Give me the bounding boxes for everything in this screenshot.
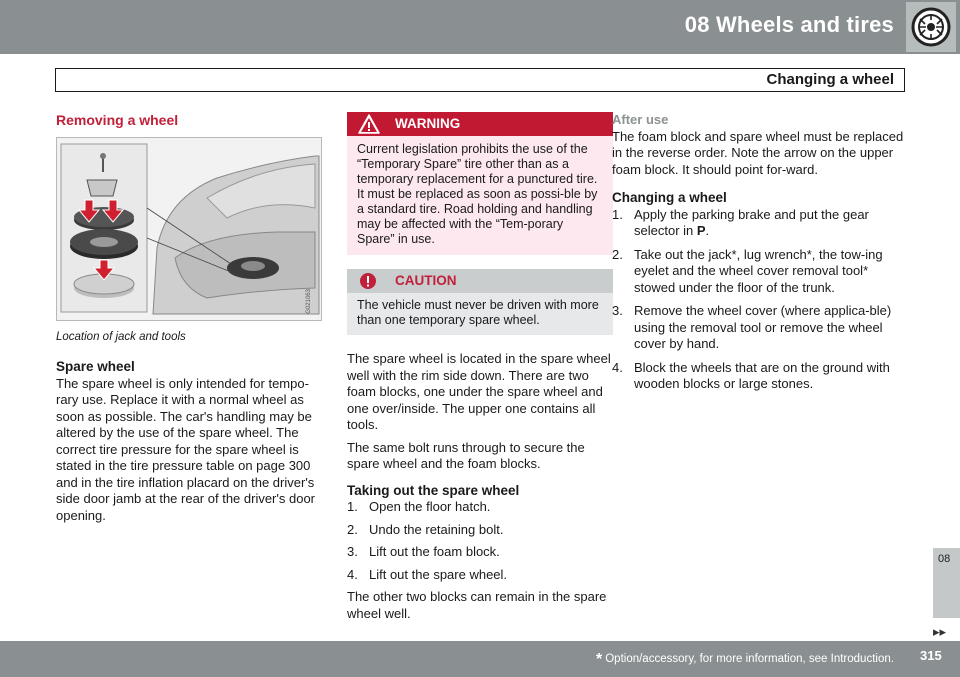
list-item: 4. Block the wheels that are on the ground with wooden blocks or large stones.: [612, 359, 890, 391]
warning-triangle-icon: [357, 113, 381, 135]
section-title: Changing a wheel: [766, 71, 894, 88]
list-item: 1. Apply the parking brake and put the gear selector in P.: [612, 206, 869, 238]
changing-wheel-steps: [612, 207, 904, 393]
page-number: 315: [920, 648, 942, 663]
changing-wheel-heading: Changing a wheel: [612, 190, 727, 205]
caution-text: The vehicle must never be driven with more than one temporary spare wheel.: [357, 298, 599, 327]
list-item: 1. Open the floor hatch.: [347, 499, 491, 514]
warning-box: [347, 112, 613, 255]
list-item: 2. Undo the retaining bolt.: [347, 521, 504, 537]
taking-out-heading: Taking out the spare wheel: [347, 482, 520, 498]
tire-icon: [906, 2, 956, 52]
footnote-text: Option/accessory, for more information, see Introduction.: [605, 653, 894, 665]
side-tab-label: 08: [938, 553, 951, 565]
section-bar: [55, 68, 905, 92]
figure-code: G021063: [305, 288, 312, 314]
header-band: [0, 0, 960, 54]
warning-label: WARNING: [395, 116, 461, 131]
column-middle: [347, 112, 613, 628]
caution-header: [347, 269, 613, 293]
list-item: 2. Take out the jack*, lug wrench*, the tow-ing eyelet and the wheel cover removal tool* stowed under the floor of the trunk.: [612, 246, 883, 295]
spare-location-text: The spare wheel is located in the spare wheel well with the rim side down. There are two foam blocks, one under the spare wheel and one over/inside. The upper one contains all tools.: [347, 351, 611, 432]
spare-wheel-text: The spare wheel is only intended for tempo-rary use. Replace it with a normal wheel as soon as possible. The car's handling may be altered by the use of the spare wheel. The correct tire pressure for the spare wheel is stated in the tire pressure table on page 300 and in the tire inflation placard on the driver's side door jamb at the rear of the driver's door opening.: [56, 375, 316, 523]
list-item: 3. Remove the wheel cover (where applica-ble) using the removal tool or remove the wheel cover by hand.: [612, 303, 892, 351]
list-item: 3. Lift out the foam block.: [347, 544, 500, 559]
column-left: [56, 112, 322, 530]
chapter-title: 08 Wheels and tires: [684, 12, 894, 37]
remaining-blocks-text: The other two blocks can remain in the spare wheel well.: [347, 589, 607, 621]
jack-tools-illustration: [56, 137, 322, 321]
figure-caption: Location of jack and tools: [56, 330, 186, 343]
spare-wheel-heading: Spare wheel: [56, 359, 135, 374]
next-page-arrows-icon: ▸▸: [933, 624, 947, 639]
trunk-spare-wheel-drawing: [57, 138, 321, 320]
caution-label: CAUTION: [395, 273, 457, 288]
footnote-star: *: [596, 651, 603, 668]
caution-box: [347, 269, 613, 335]
warning-text: Current legislation prohibits the use of the “Temporary Spare” tire other than as a temporary replacement for a punctured tire. It must be replaced as soon as possi-ble by a standard tire. Road holding and handling may be affected with the “Tem-porary Spare” in use.: [357, 142, 598, 246]
after-use-heading: After use: [612, 112, 669, 127]
chapter-side-tab: [933, 548, 960, 618]
taking-out-steps: [347, 499, 613, 583]
removing-wheel-heading: Removing a wheel: [56, 112, 179, 128]
list-item: 4. Lift out the spare wheel.: [347, 566, 508, 582]
warning-header: [347, 112, 613, 136]
bolt-text: The same bolt runs through to secure the spare wheel and the foam blocks.: [347, 439, 585, 471]
column-right: [612, 112, 904, 400]
caution-exclamation-icon: [359, 272, 377, 290]
after-use-text: The foam block and spare wheel must be replaced in the reverse order. Note the arrow on the upper foam block. It should point for-ward.: [612, 128, 904, 177]
footnote: [596, 651, 894, 669]
